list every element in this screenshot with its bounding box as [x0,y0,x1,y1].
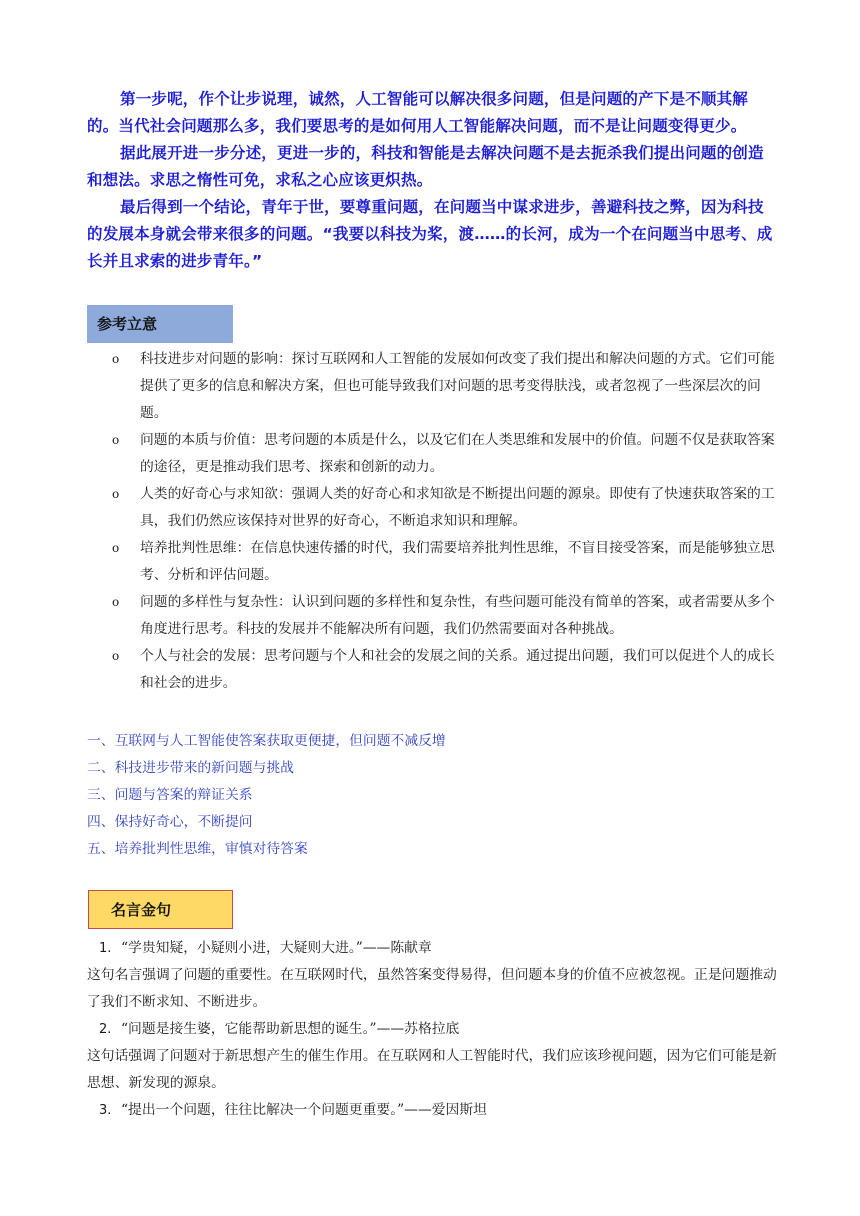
bullet-icon: o [112,595,120,609]
idea-text: 培养批判性思维：在信息快速传播的时代，我们需要培养批判性思维，不盲目接受答案，而是能够独立思考、分析和评估问题。 [140,540,775,583]
outline-item: 四、保持好奇心，不断提问 [87,814,253,830]
idea-text: 问题的本质与价值：思考问题的本质是什么，以及它们在人类思维和发展中的价值。问题不仅是获取答案的途径，更是推动我们思考、探索和创新的动力。 [140,432,775,475]
bullet-icon: o [112,487,120,501]
ideas-list [112,346,777,697]
quote-line [87,1016,777,1043]
quote-number: 1. [99,941,112,956]
outline-item: 一、互联网与人工智能使答案获取更便捷，但问题不减反增 [87,733,446,749]
quote-text: “提出一个问题，往往比解决一个问题更重要。”——爱因斯坦 [121,1102,487,1118]
bullet-icon: o [112,433,120,447]
list-item [112,589,777,643]
bullet-icon: o [112,541,120,555]
quote-number: 2. [99,1022,112,1037]
idea-text: 人类的好奇心与求知欲：强调人类的好奇心和求知欲是不断提出问题的源泉。即使有了快速获取答案的工具，我们仍然应该保持对世界的好奇心，不断追求知识和理解。 [140,486,775,529]
intro-paragraph-3: 最后得到一个结论，青年于世，要尊重问题，在问题当中谋求进步，善避科技之弊，因为科技的发展本身就会带来很多的问题。“我要以科技为桨，渡……的长河，成为一个在问题当中思考、成长并且求索的进步青年。” [87,198,773,270]
quote-comment: 这句名言强调了问题的重要性。在互联网时代，虽然答案变得易得，但问题本身的价值不应被忽视。正是问题推动了我们不断求知、不断进步。 [87,967,777,1010]
outline-list [87,728,446,863]
bullet-icon: o [112,649,120,663]
idea-text: 问题的多样性与复杂性：认识到问题的多样性和复杂性，有些问题可能没有简单的答案，或者需要从多个角度进行思考。科技的发展并不能解决所有问题，我们仍然需要面对各种挑战。 [140,594,775,637]
bullet-icon: o [112,352,120,366]
quote-line [87,1097,777,1124]
list-item [112,427,777,481]
outline-item: 二、科技进步带来的新问题与挑战 [87,760,294,776]
intro-paragraph-1: 第一步呢，作个让步说理，诚然，人工智能可以解决很多问题，但是问题的产下是不顺其解的。当代社会问题那么多，我们要思考的是如何用人工智能解决问题，而不是让问题变得更少。 [87,90,749,135]
ideas-section-title: 参考立意 [87,305,233,343]
outline-item: 五、培养批判性思维，审慎对待答案 [87,841,308,857]
list-item [112,481,777,535]
intro-section [87,86,777,275]
list-item [112,346,777,427]
list-item [112,535,777,589]
quote-comment: 这句话强调了问题对于新思想产生的催生作用。在互联网和人工智能时代，我们应该珍视问题，因为它们可能是新思想、新发现的源泉。 [87,1048,777,1091]
idea-text: 个人与社会的发展：思考问题与个人和社会的发展之间的关系。通过提出问题，我们可以促进个人的成长和社会的进步。 [140,648,775,691]
intro-paragraph-2: 据此展开进一步分述，更进一步的，科技和智能是去解决问题不是去扼杀我们提出问题的创造和想法。求思之惰性可免，求私之心应该更炽热。 [87,144,764,189]
quote-text: “问题是接生婆，它能帮助新思想的诞生。”——苏格拉底 [121,1021,460,1037]
quote-line [87,935,777,962]
quotes-section-title: 名言金句 [88,890,233,929]
quotes-list [87,935,777,1124]
outline-item: 三、问题与答案的辩证关系 [87,787,253,803]
quote-number: 3. [99,1103,112,1118]
quote-text: “学贵知疑，小疑则小进，大疑则大进。”——陈献章 [121,940,432,956]
idea-text: 科技进步对问题的影响：探讨互联网和人工智能的发展如何改变了我们提出和解决问题的方式。它们可能提供了更多的信息和解决方案，但也可能导致我们对问题的思考变得肤浅，或者忽视了一些深层次的问题。 [140,351,775,421]
list-item [112,643,777,697]
